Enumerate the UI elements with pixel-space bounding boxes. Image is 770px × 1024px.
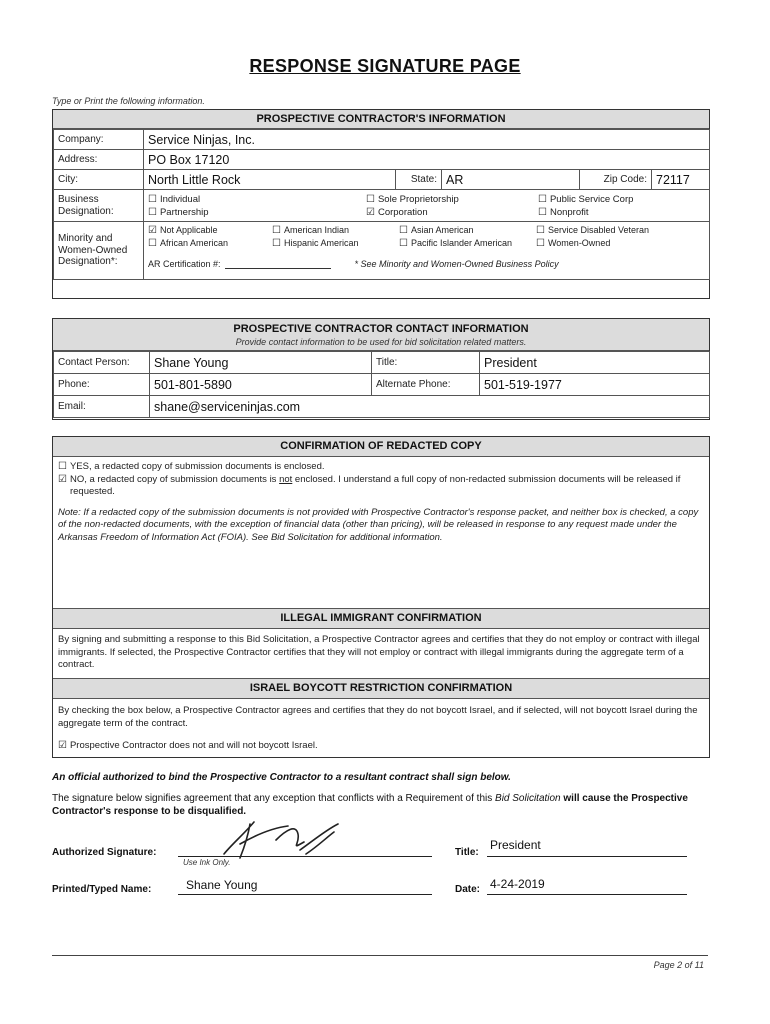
- minority-option-african-american[interactable]: [148, 238, 272, 249]
- option-label: Sole Proprietorship: [377, 193, 459, 205]
- contact-person-label: Contact Person:: [54, 352, 150, 374]
- illegal-body: By signing and submitting a response to this Bid Solicitation, a Prospective Contractor agrees and certifies that they do not employ or contract with illegal immigrants. If selected, the Prospective Contractor certifies that they will not employ or contract with illegal immigrants during the aggregate term of a contract.: [53, 629, 709, 679]
- israel-checkbox-option[interactable]: [58, 740, 704, 753]
- contractor-info-section: [52, 109, 710, 299]
- agreement-text-b: will cause the Prospective Contractor's response to be disqualified.: [52, 793, 688, 817]
- company-label: Company:: [54, 130, 144, 150]
- option-label: Asian American: [410, 225, 474, 235]
- minority-label: Minority and Women-Owned Designation*:: [54, 222, 144, 280]
- israel-check-text: Prospective Contractor does not and will not boycott Israel.: [69, 740, 318, 751]
- contact-info-table: [53, 351, 710, 418]
- type-note: Type or Print the following information.: [52, 96, 205, 106]
- title-label: Title:: [455, 847, 479, 858]
- option-label: Pacific Islander American: [410, 238, 513, 248]
- minority-policy-note: * See Minority and Women-Owned Business Policy: [354, 259, 559, 269]
- business-label: Business Designation:: [54, 190, 144, 222]
- minority-options: [144, 222, 710, 280]
- checkbox-icon: ☐: [536, 238, 545, 249]
- city-value: North Little Rock: [144, 170, 396, 190]
- option-label: Corporation: [377, 206, 428, 218]
- date-line[interactable]: [487, 894, 687, 895]
- redacted-header: CONFIRMATION OF REDACTED COPY: [53, 437, 709, 457]
- option-label: African American: [159, 238, 228, 248]
- redacted-yes-text: YES, a redacted copy of submission documents is enclosed.: [69, 461, 325, 472]
- minority-option-not-applicable[interactable]: [148, 225, 272, 236]
- ar-certification-label: AR Certification #:: [148, 259, 221, 269]
- contact-title-label: Title:: [372, 352, 480, 374]
- address-label: Address:: [54, 150, 144, 170]
- zip-label: Zip Code:: [580, 170, 652, 190]
- contact-info-title: PROSPECTIVE CONTRACTOR CONTACT INFORMATION: [233, 323, 529, 335]
- email-value: shane@serviceninjas.com: [150, 396, 710, 418]
- checkbox-icon: ☐: [399, 238, 408, 249]
- redacted-no-text-a: NO, a redacted copy of submission documents is: [69, 473, 280, 485]
- state-label: State:: [396, 170, 442, 190]
- checked-checkbox-icon: ☑: [148, 225, 157, 236]
- checked-checkbox-icon: ☑: [58, 740, 67, 751]
- agreement-text-a: The signature below signifies agreement that any exception that conflicts with a Requirement of this: [52, 793, 496, 804]
- minority-option-asian-american[interactable]: [399, 225, 536, 236]
- checkbox-icon: ☐: [536, 225, 545, 236]
- redacted-body: [53, 457, 709, 609]
- printed-name-value: Shane Young: [186, 878, 258, 892]
- email-label: Email:: [54, 396, 150, 418]
- option-label: Nonprofit: [549, 206, 589, 218]
- date-value: 4-24-2019: [490, 877, 545, 891]
- business-option-nonprofit[interactable]: [538, 207, 688, 218]
- israel-text: By checking the box below, a Prospective Contractor agrees and certifies that they do not boycott Israel, and if selected, will not boycott Israel during the aggregate term of the contract.: [58, 705, 698, 729]
- phone-label: Phone:: [54, 374, 150, 396]
- option-label: Women-Owned: [547, 238, 611, 248]
- checkbox-icon: ☐: [538, 206, 547, 218]
- company-value: Service Ninjas, Inc.: [144, 130, 710, 150]
- israel-header: ISRAEL BOYCOTT RESTRICTION CONFIRMATION: [53, 679, 709, 699]
- checkbox-icon: ☐: [366, 193, 375, 205]
- minority-option-hispanic-american[interactable]: [272, 238, 399, 249]
- footer-divider: [52, 955, 708, 956]
- option-label: Partnership: [159, 206, 209, 218]
- business-option-sole-proprietorship[interactable]: [366, 194, 538, 205]
- printed-name-line[interactable]: [178, 894, 432, 895]
- option-label: Public Service Corp: [549, 193, 634, 205]
- contact-info-section: [52, 318, 710, 420]
- business-option-corporation[interactable]: [366, 207, 538, 218]
- checkbox-icon: ☐: [538, 193, 547, 205]
- agreement-text: [52, 792, 712, 818]
- checkbox-icon: ☐: [272, 238, 281, 249]
- redacted-no-text-b: enclosed. I understand a full copy of non-redacted submission documents will be released if requested.: [69, 473, 681, 497]
- page-title: RESPONSE SIGNATURE PAGE: [249, 56, 521, 76]
- agreement-text-italic: Bid Solicitation: [495, 793, 561, 804]
- checkbox-icon: ☐: [148, 193, 157, 205]
- minority-option-women-owned[interactable]: [536, 238, 696, 249]
- checkbox-icon: ☐: [58, 461, 67, 472]
- redacted-yes-option[interactable]: [58, 461, 704, 474]
- ar-certification-field[interactable]: [225, 259, 331, 269]
- business-option-individual[interactable]: [148, 194, 366, 205]
- option-label: Not Applicable: [159, 225, 218, 235]
- state-value: AR: [442, 170, 580, 190]
- business-options: [144, 190, 710, 222]
- contact-person-value: Shane Young: [150, 352, 372, 374]
- official-note: An official authorized to bind the Prospective Contractor to a resultant contract shall sign below.: [52, 772, 511, 783]
- alt-phone-label: Alternate Phone:: [372, 374, 480, 396]
- ink-note: Use Ink Only.: [183, 858, 231, 867]
- checked-checkbox-icon: ☑: [366, 206, 375, 218]
- minority-option-pacific-islander-american[interactable]: [399, 238, 536, 249]
- phone-value: 501-801-5890: [150, 374, 372, 396]
- contact-info-subtitle: Provide contact information to be used for bid solicitation related matters.: [235, 337, 527, 347]
- option-label: Individual: [159, 193, 201, 205]
- zip-value: 72117: [652, 170, 710, 190]
- option-label: Service Disabled Veteran: [547, 225, 650, 235]
- illegal-header: ILLEGAL IMMIGRANT CONFIRMATION: [53, 609, 709, 629]
- contractor-info-header: PROSPECTIVE CONTRACTOR'S INFORMATION: [53, 110, 709, 129]
- contact-title-value: President: [480, 352, 710, 374]
- contact-info-header: [53, 319, 709, 351]
- checkbox-icon: ☐: [399, 225, 408, 236]
- title-line[interactable]: [487, 856, 687, 857]
- confirmations-section: [52, 436, 710, 758]
- date-label: Date:: [455, 884, 481, 895]
- checked-checkbox-icon: ☑: [58, 473, 67, 485]
- checkbox-icon: ☐: [272, 225, 281, 236]
- business-option-partnership[interactable]: [148, 207, 366, 218]
- city-label: City:: [54, 170, 144, 190]
- redacted-no-text: [70, 474, 704, 499]
- address-value: PO Box 17120: [144, 150, 710, 170]
- option-label: Hispanic American: [283, 238, 359, 248]
- signature-scribble: [214, 814, 344, 862]
- redacted-no-text-not: not: [279, 473, 293, 485]
- minority-option-service-disabled-veteran[interactable]: [536, 225, 696, 236]
- page-number: Page 2 of 11: [653, 960, 704, 970]
- checkbox-icon: ☐: [148, 238, 157, 249]
- business-option-public-service-corp[interactable]: [538, 194, 688, 205]
- title-value: President: [490, 838, 541, 852]
- minority-option-american-indian[interactable]: [272, 225, 399, 236]
- option-label: American Indian: [283, 225, 350, 235]
- checkbox-icon: ☐: [148, 206, 157, 218]
- printed-name-label: Printed/Typed Name:: [52, 884, 152, 895]
- contractor-info-table: [53, 129, 710, 280]
- authorized-signature-label: Authorized Signature:: [52, 847, 157, 858]
- israel-body: [53, 699, 709, 756]
- redacted-note: Note: If a redacted copy of the submission documents is not provided with Prospective Contractor's response packet, and neither box is checked, a copy of the non-redacted documents, with the exception of financial data (other than pricing), will be released in response to any request made under the Arkansas Freedom of Information Act (FOIA). See Bid Solicitation for additional information.: [58, 506, 699, 543]
- alt-phone-value: 501-519-1977: [480, 374, 710, 396]
- redacted-no-option[interactable]: [58, 474, 704, 499]
